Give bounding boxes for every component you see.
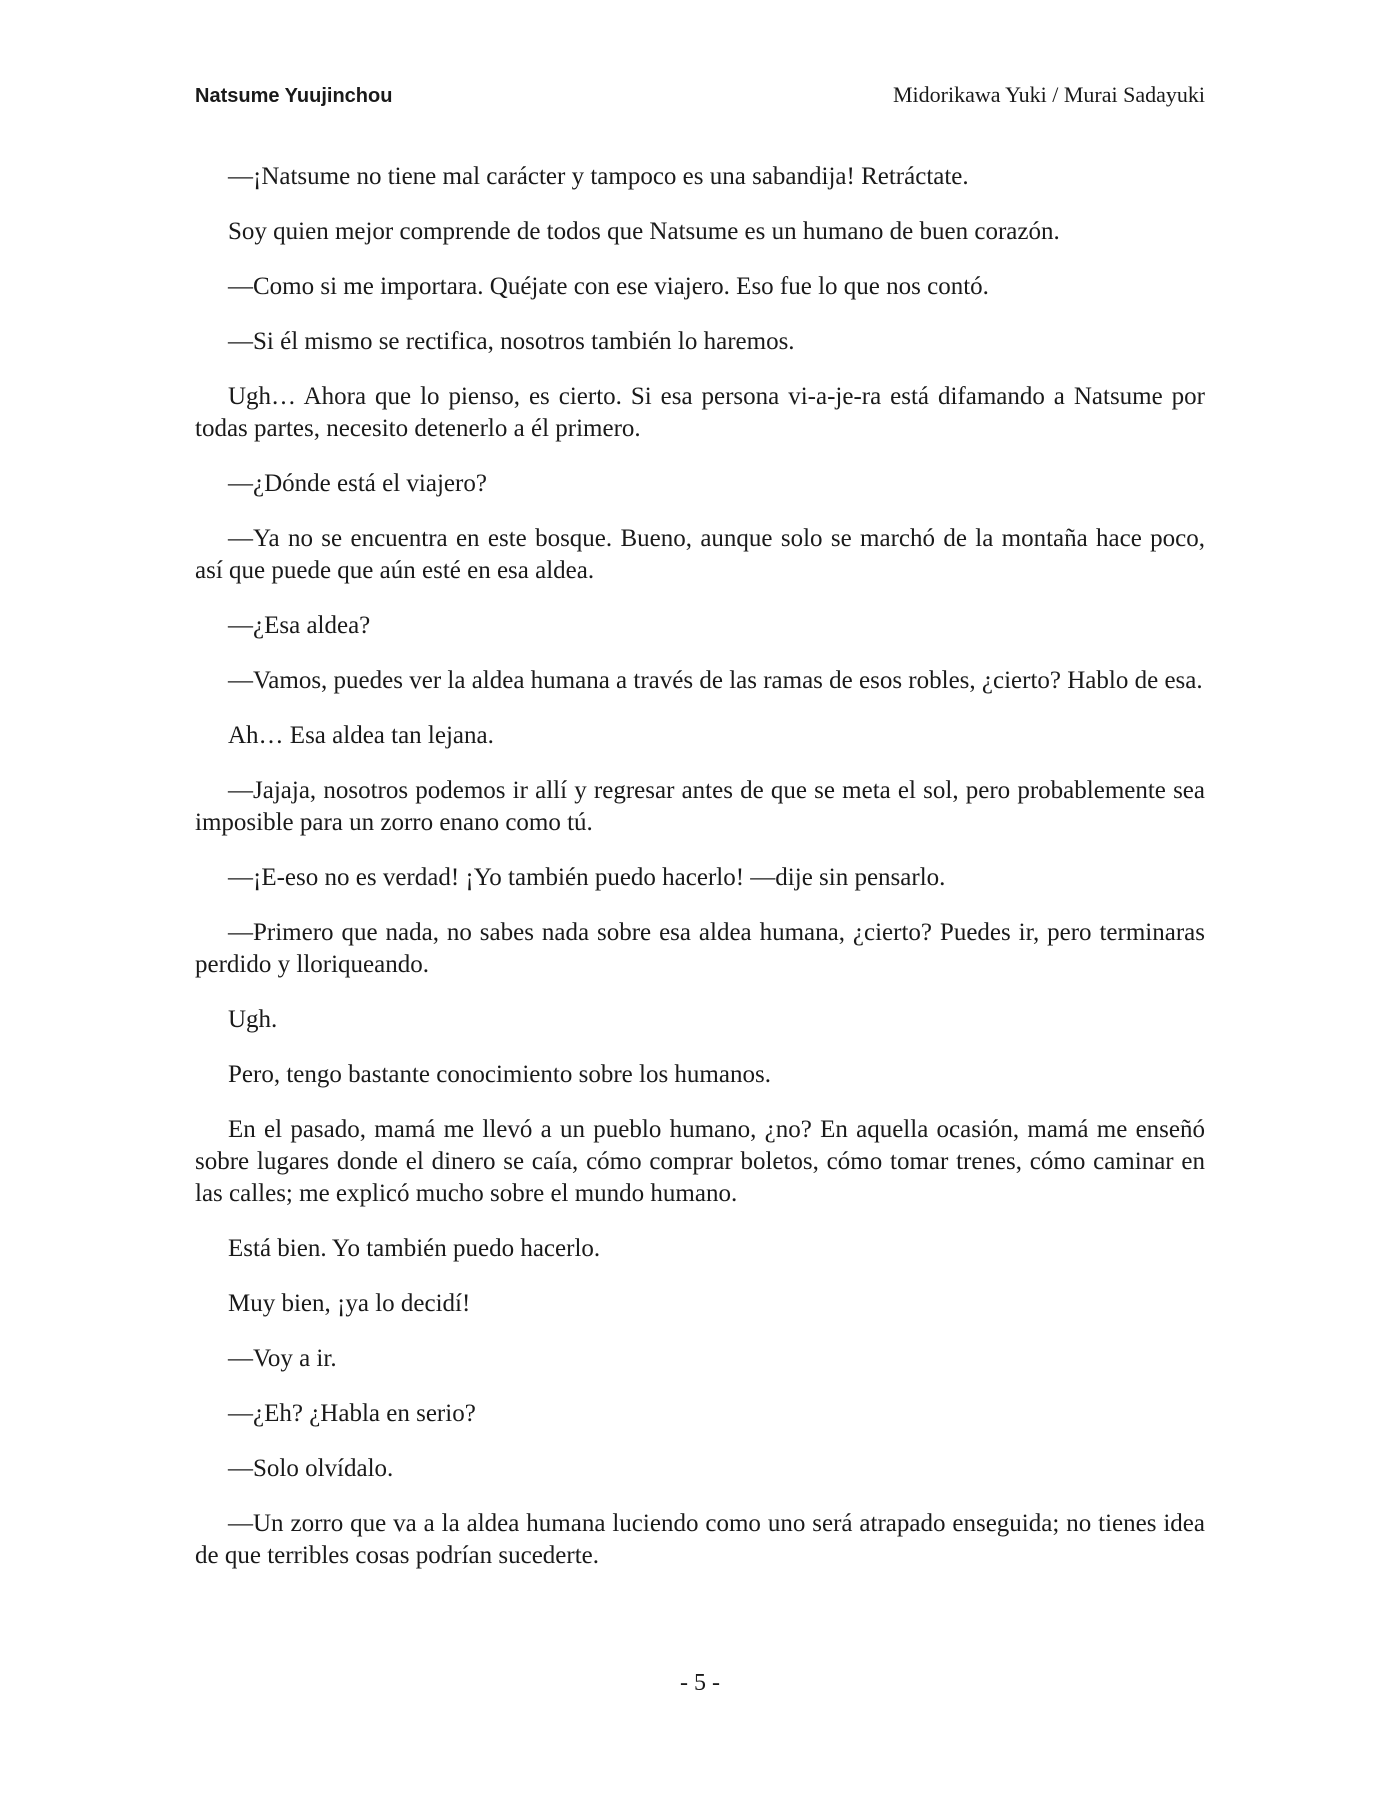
paragraph: —Vamos, puedes ver la aldea humana a través de las ramas de esos robles, ¿cierto? Hablo de esa. — [228, 667, 1203, 694]
paragraph: —¡E-eso no es verdad! ¡Yo también puedo hacerlo! —dije sin pensarlo. — [228, 864, 946, 891]
paragraph: —¿Dónde está el viajero? — [228, 470, 487, 497]
paragraph: —Si él mismo se rectifica, nosotros también lo haremos. — [228, 328, 795, 355]
page-number: - 5 - — [680, 1670, 720, 1696]
paragraph: —Ya no se encuentra en este bosque. Bueno, aunque solo se marchó de la montaña hace poco, así que puede que aún esté en esa aldea. — [195, 525, 1205, 584]
paragraph: Ah… Esa aldea tan lejana. — [228, 722, 494, 749]
paragraph: Pero, tengo bastante conocimiento sobre los humanos. — [228, 1061, 771, 1088]
body-text — [195, 161, 1205, 1595]
paragraph: —¿Esa aldea? — [228, 612, 371, 639]
book-title: Natsume Yuujinchou — [195, 85, 393, 107]
paragraph: En el pasado, mamá me llevó a un pueblo humano, ¿no? En aquella ocasión, mamá me enseñó sobre lugares donde el dinero se caía, cómo comprar boletos, cómo tomar trenes, cómo caminar en las calles; me explicó mucho sobre el mundo humano. — [195, 1116, 1205, 1207]
paragraph: —Primero que nada, no sabes nada sobre esa aldea humana, ¿cierto? Puedes ir, pero terminaras perdido y lloriqueando. — [195, 919, 1205, 978]
paragraph: Ugh… Ahora que lo pienso, es cierto. Si esa persona vi-a-je-ra está difamando a Natsume por todas partes, necesito detenerlo a él primero. — [195, 383, 1205, 442]
paragraph: —Voy a ir. — [228, 1345, 337, 1372]
page-header — [195, 82, 1205, 112]
paragraph: Soy quien mejor comprende de todos que Natsume es un humano de buen corazón. — [228, 218, 1060, 245]
paragraph: —¿Eh? ¿Habla en serio? — [228, 1400, 476, 1427]
paragraph: Ugh. — [228, 1006, 278, 1033]
paragraph: —Como si me importara. Quéjate con ese viajero. Eso fue lo que nos contó. — [228, 273, 989, 300]
paragraph: —¡Natsume no tiene mal carácter y tampoco es una sabandija! Retráctate. — [228, 163, 969, 190]
paragraph: —Solo olvídalo. — [228, 1455, 394, 1482]
book-authors: Midorikawa Yuki / Murai Sadayuki — [892, 82, 1205, 107]
paragraph: Muy bien, ¡ya lo decidí! — [228, 1290, 471, 1317]
paragraph: —Jajaja, nosotros podemos ir allí y regresar antes de que se meta el sol, pero probablemente sea imposible para un zorro enano como tú. — [195, 777, 1205, 836]
paragraph: Está bien. Yo también puedo hacerlo. — [228, 1235, 601, 1262]
paragraph: —Un zorro que va a la aldea humana luciendo como uno será atrapado enseguida; no tienes idea de que terribles cosas podrían sucederte. — [195, 1510, 1205, 1569]
